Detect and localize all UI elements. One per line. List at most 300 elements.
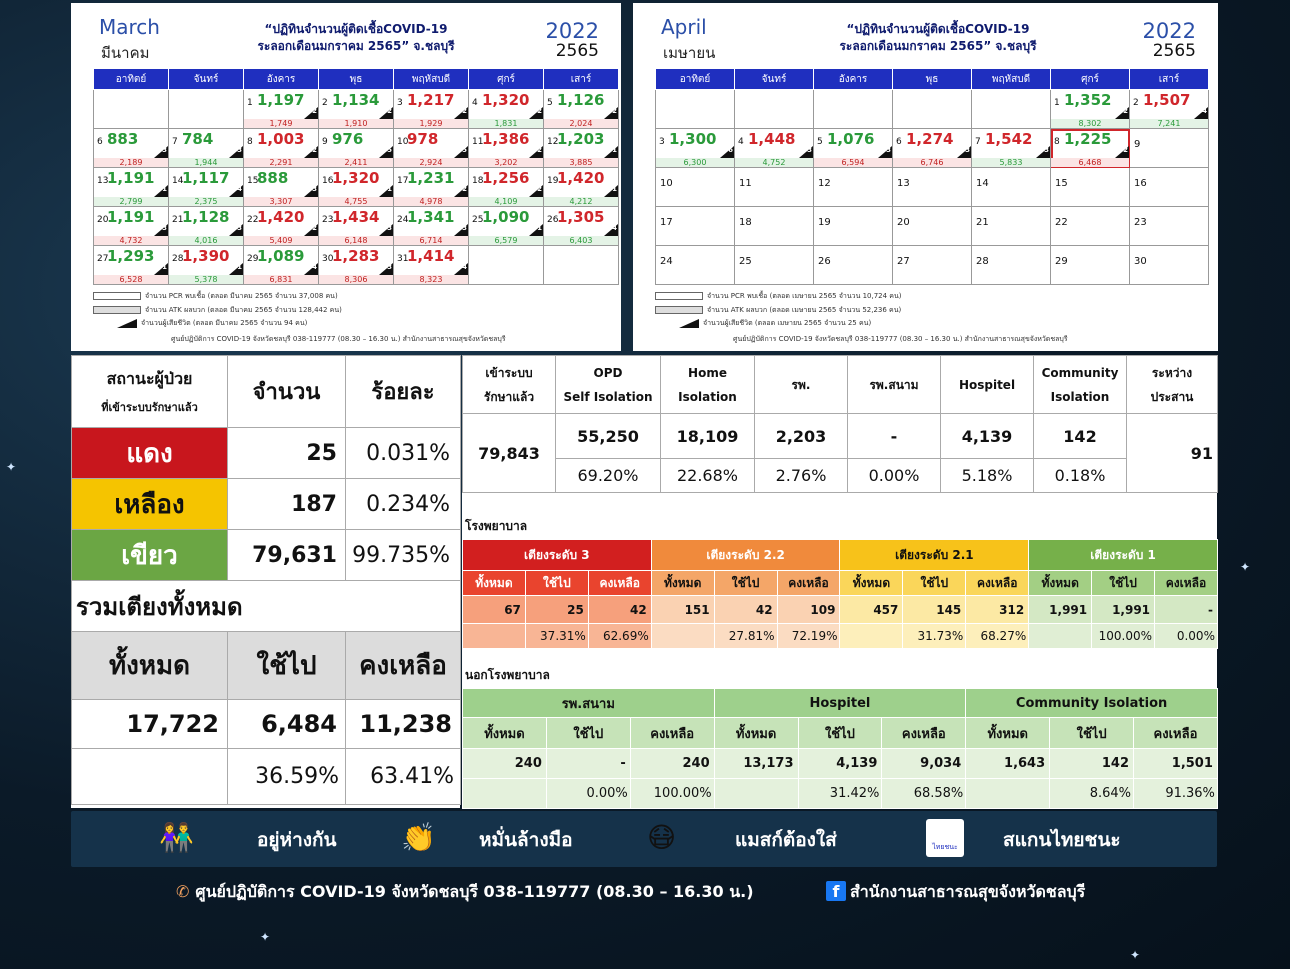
pcr-count: 1,305 — [557, 208, 605, 226]
day-number: 8 — [247, 137, 253, 147]
month-name: April — [661, 15, 707, 39]
death-count: 3 — [387, 224, 392, 232]
bed-used-percent: 100.00% — [1092, 624, 1155, 649]
day-number: 14 — [172, 176, 184, 186]
calendar-title — [201, 21, 511, 55]
pcr-count: 1,293 — [107, 247, 155, 265]
day-number: 16 — [1134, 178, 1147, 189]
header-text: OPD — [593, 365, 623, 380]
calendar-day — [656, 90, 735, 129]
death-marker — [957, 146, 971, 158]
bed-total-value: 67 — [463, 596, 526, 624]
month-name-thai: เมษายน — [663, 44, 716, 62]
bed-total-value: 151 — [651, 596, 714, 624]
day-number: 24 — [660, 256, 673, 267]
calendar-day — [893, 129, 972, 168]
day-number: 17 — [397, 176, 409, 186]
patient-status-panel — [71, 355, 460, 808]
legend-text: จำนวนผู้เสียชีวิต (ตลอด เมษายน 2565 จำนวน 25 คน) — [703, 319, 872, 327]
atk-count: 3,202 — [469, 158, 543, 167]
beds-left-percent: 63.41% — [346, 749, 461, 805]
empty-cell — [651, 624, 714, 649]
summary-header — [661, 356, 755, 414]
bed-sub-header: ทั้งหมด — [463, 571, 526, 596]
day-number: 19 — [818, 217, 831, 228]
death-count: 1 — [612, 185, 617, 193]
pending-value: 91 — [1127, 414, 1218, 493]
calendar-day — [394, 246, 469, 285]
death-count: 2 — [537, 185, 542, 193]
atk-count: 8,323 — [394, 275, 468, 284]
bed-left-value: 312 — [966, 596, 1029, 624]
pcr-count: 1,420 — [257, 208, 305, 226]
face-mask-icon: 😷 — [647, 821, 677, 854]
hand-wash-icon: 👏 — [401, 821, 436, 854]
death-count: 2 — [1123, 107, 1128, 115]
day-number: 26 — [818, 256, 831, 267]
facility-used-value: 142 — [1050, 749, 1134, 779]
facility-sub-header: คงเหลือ — [882, 718, 966, 749]
bed-left-percent: 0.00% — [1155, 624, 1218, 649]
weekday-header: อังคาร — [244, 69, 319, 90]
calendar-day — [319, 207, 394, 246]
calendar-day — [814, 90, 893, 129]
death-marker — [1036, 146, 1050, 158]
calendar-day — [319, 246, 394, 285]
pcr-count: 1,300 — [669, 130, 717, 148]
section-title: โรงพยาบาล — [465, 519, 528, 533]
atk-count: 6,528 — [94, 275, 168, 284]
pcr-count: 888 — [257, 169, 289, 187]
calendar-day — [319, 129, 394, 168]
calendar-day — [814, 129, 893, 168]
day-number: 19 — [547, 176, 559, 186]
bed-sub-header: ทั้งหมด — [651, 571, 714, 596]
death-count: 2 — [387, 107, 392, 115]
day-number: 29 — [247, 254, 259, 264]
atk-count: 4,212 — [544, 197, 618, 206]
death-marker — [720, 146, 734, 158]
atk-count: 8,306 — [319, 275, 393, 284]
atk-count: 5,833 — [972, 158, 1050, 167]
month-name: March — [99, 15, 160, 39]
death-count: 2 — [312, 107, 317, 115]
facebook-icon: f — [826, 881, 846, 901]
header-text: รพ.สนาม — [869, 377, 919, 392]
death-marker — [379, 185, 393, 197]
death-count: 1 — [387, 185, 392, 193]
header-text: ระหว่าง — [1151, 365, 1193, 380]
atk-count: 4,732 — [94, 236, 168, 245]
level-count: 187 — [228, 479, 346, 530]
calendar-day — [972, 90, 1051, 129]
calendar-week — [656, 207, 1209, 246]
death-count: 3 — [237, 224, 242, 232]
death-marker — [154, 224, 168, 236]
level-count: 25 — [228, 428, 346, 479]
day-number: 2 — [1133, 98, 1139, 108]
day-number: 26 — [547, 215, 559, 225]
bed-left-percent: 72.19% — [777, 624, 840, 649]
weekday-header: อังคาร — [814, 69, 893, 90]
atk-count: 2,024 — [544, 119, 618, 128]
day-number: 13 — [897, 178, 910, 189]
day-number: 12 — [818, 178, 831, 189]
death-marker — [1115, 146, 1129, 158]
legend-text: จำนวน PCR พบเชื้อ (ตลอด มีนาคม 2565 จำนวน 37,008 คน) — [145, 292, 338, 300]
bed-sub-header: ทั้งหมด — [840, 571, 903, 596]
calendar-day — [94, 246, 169, 285]
bed-sub-header: ทั้งหมด — [1029, 571, 1092, 596]
death-count: 3 — [162, 224, 167, 232]
atk-count: 2,924 — [394, 158, 468, 167]
atk-count: 6,468 — [1051, 158, 1129, 167]
death-marker — [529, 185, 543, 197]
death-count: 1 — [162, 263, 167, 271]
weekday-header: เสาร์ — [1130, 69, 1209, 90]
tip-thaichana: สแกนไทยชนะ — [1003, 829, 1121, 851]
tip-mask: แมสก์ต้องใส่ — [735, 829, 837, 851]
death-marker — [604, 107, 618, 119]
weekday-header: อาทิตย์ — [94, 69, 169, 90]
death-marker — [454, 146, 468, 158]
thaichana-logo: ไทยชนะ — [926, 819, 964, 857]
weekday-header: พุธ — [893, 69, 972, 90]
summary-percent: 22.68% — [661, 459, 755, 493]
calendar-day — [1051, 129, 1130, 168]
beds-used-value: 6,484 — [228, 700, 346, 749]
pcr-count: 978 — [407, 130, 439, 148]
calendar-day — [469, 90, 544, 129]
day-number: 4 — [472, 98, 478, 108]
day-number: 1 — [1054, 98, 1060, 108]
facility-sub-header: ใช้ไป — [798, 718, 882, 749]
weekday-header: พฤหัสบดี — [972, 69, 1051, 90]
day-number: 5 — [817, 137, 823, 147]
bed-used-value: 145 — [903, 596, 966, 624]
day-number: 30 — [322, 254, 334, 264]
calendar-day — [972, 207, 1051, 246]
death-marker — [604, 185, 618, 197]
summary-percent: 5.18% — [941, 459, 1034, 493]
bed-used-value: 25 — [525, 596, 588, 624]
atk-count: 2,799 — [94, 197, 168, 206]
death-count: 4 — [1202, 107, 1207, 115]
year-thai: 2565 — [555, 41, 599, 61]
calendar-day — [469, 246, 544, 285]
calendar-day — [94, 207, 169, 246]
death-marker — [379, 263, 393, 275]
legend-atk — [655, 305, 901, 316]
level-label: เขียว — [72, 530, 228, 581]
summary-header — [556, 356, 661, 414]
status-table — [71, 355, 461, 805]
weekday-header: เสาร์ — [544, 69, 619, 90]
pcr-count: 1,448 — [748, 130, 796, 148]
status-header — [72, 356, 228, 428]
pcr-count: 1,003 — [257, 130, 305, 148]
tip-distance: อยู่ห่างกัน — [257, 829, 337, 851]
title-line: ระลอกเดือนมกราคม 2565” จ.ชลบุรี — [839, 39, 1037, 53]
facility-sub-header: คงเหลือ — [1134, 718, 1218, 749]
header-text: Hospitel — [958, 377, 1016, 392]
beds-used-header: ใช้ไป — [228, 632, 346, 700]
facility-sub-header: ใช้ไป — [1050, 718, 1134, 749]
calendar-day — [544, 246, 619, 285]
atk-count: 2,189 — [94, 158, 168, 167]
weekday-header: อาทิตย์ — [656, 69, 735, 90]
atk-count: 6,831 — [244, 275, 318, 284]
calendar-day — [169, 168, 244, 207]
calendar-day — [1130, 129, 1209, 168]
summary-value: 55,250 — [556, 414, 661, 459]
day-number: 12 — [547, 137, 559, 147]
death-marker — [304, 185, 318, 197]
summary-header — [1034, 356, 1127, 414]
percent-header: ร้อยละ — [346, 356, 461, 428]
empty-cell — [714, 779, 798, 809]
summary-value: 142 — [1034, 414, 1127, 459]
legend-death — [93, 318, 307, 329]
death-count: 1 — [162, 185, 167, 193]
calendar-day — [893, 246, 972, 285]
day-number: 1 — [247, 98, 253, 108]
day-number: 6 — [896, 137, 902, 147]
hotline-footer — [176, 880, 754, 905]
calendar-day — [735, 90, 814, 129]
atk-count: 1,831 — [469, 119, 543, 128]
sparkle-icon: ✦ — [1130, 948, 1141, 962]
facility-sub-header: คงเหลือ — [630, 718, 714, 749]
tip-handwash: หมั่นล้างมือ — [479, 829, 573, 851]
level-percent: 0.031% — [346, 428, 461, 479]
calendar-day — [814, 168, 893, 207]
day-number: 2 — [322, 98, 328, 108]
calendar-day — [169, 246, 244, 285]
calendar-day — [1051, 207, 1130, 246]
atk-count: 4,755 — [319, 197, 393, 206]
bed-left-value: 109 — [777, 596, 840, 624]
calendar-day — [544, 90, 619, 129]
legend-text: จำนวน ATK ผลบวก (ตลอด มีนาคม 2565 จำนวน 128,442 คน) — [145, 306, 342, 314]
day-number: 25 — [739, 256, 752, 267]
year: 2022 — [1142, 19, 1196, 43]
death-count: 2 — [312, 224, 317, 232]
calendar-day — [1051, 246, 1130, 285]
atk-count: 4,109 — [469, 197, 543, 206]
pcr-count: 1,507 — [1143, 91, 1191, 109]
summary-percent: 0.18% — [1034, 459, 1127, 493]
calendar-day — [814, 207, 893, 246]
bed-level-header: เตียงระดับ 2.1 — [840, 540, 1029, 571]
calendar-week — [656, 129, 1209, 168]
empty-cell — [463, 624, 526, 649]
pcr-count: 1,386 — [482, 130, 530, 148]
facility-total-value: 1,643 — [966, 749, 1050, 779]
calendar-day — [319, 90, 394, 129]
death-count: 5 — [387, 146, 392, 154]
pcr-count: 1,126 — [557, 91, 605, 109]
atk-count: 2,411 — [319, 158, 393, 167]
death-marker — [529, 107, 543, 119]
death-marker — [304, 224, 318, 236]
calendar-day — [319, 168, 394, 207]
legend-pcr — [655, 291, 902, 302]
day-number: 18 — [739, 217, 752, 228]
atk-count: 2,291 — [244, 158, 318, 167]
empty-cell — [1029, 624, 1092, 649]
summary-percent: 2.76% — [755, 459, 848, 493]
weekday-header: พุธ — [319, 69, 394, 90]
summary-header — [848, 356, 941, 414]
pcr-count: 1,217 — [407, 91, 455, 109]
legend-pcr — [93, 291, 338, 302]
atk-count: 5,378 — [169, 275, 243, 284]
death-count: 4 — [312, 263, 317, 271]
pcr-count: 976 — [332, 130, 364, 148]
atk-count: 3,885 — [544, 158, 618, 167]
summary-percent: 0.00% — [848, 459, 941, 493]
calendar-day — [244, 129, 319, 168]
header-text: สถานะผู้ป่วย — [106, 369, 193, 388]
day-number: 16 — [322, 176, 334, 186]
death-marker — [604, 146, 618, 158]
death-marker — [604, 224, 618, 236]
weekday-header: พฤหัสบดี — [394, 69, 469, 90]
sparkle-icon: ✦ — [260, 930, 271, 944]
atk-count: 3,307 — [244, 197, 318, 206]
beds-left-header: คงเหลือ — [346, 632, 461, 700]
empty-cell — [966, 779, 1050, 809]
calendar-day — [394, 168, 469, 207]
legend-text: จำนวน PCR พบเชื้อ (ตลอด เมษายน 2565 จำนวน 10,724 คน) — [707, 292, 902, 300]
death-marker — [529, 224, 543, 236]
death-marker — [154, 263, 168, 275]
death-count: 3 — [462, 224, 467, 232]
bed-used-percent: 37.31% — [525, 624, 588, 649]
calendar-week — [94, 90, 619, 129]
legend-death — [655, 318, 871, 329]
phone-icon: ✆ — [176, 882, 190, 901]
day-number: 23 — [322, 215, 334, 225]
bed-left-value: 42 — [588, 596, 651, 624]
death-marker — [379, 224, 393, 236]
summary-table — [462, 355, 1218, 493]
outside-hospital-panel — [462, 662, 1217, 808]
death-marker — [304, 263, 318, 275]
death-count: 3 — [237, 146, 242, 154]
day-number: 18 — [472, 176, 484, 186]
facility-total-value: 13,173 — [714, 749, 798, 779]
day-number: 21 — [976, 217, 989, 228]
death-marker — [304, 146, 318, 158]
day-number: 27 — [897, 256, 910, 267]
day-number: 29 — [1055, 256, 1068, 267]
death-count: 1 — [612, 146, 617, 154]
hotline-text: ศูนย์ปฏิบัติการ COVID-19 จังหวัดชลบุรี 038-119777 (08.30 – 16.30 น.) — [195, 882, 754, 901]
calendar-day — [1051, 90, 1130, 129]
calendar-title — [783, 21, 1093, 55]
calendar-day — [893, 168, 972, 207]
header-text: เข้าระบบ — [485, 365, 533, 380]
calendar-march — [71, 3, 621, 351]
summary-value: 4,139 — [941, 414, 1034, 459]
death-marker — [379, 146, 393, 158]
day-number: 20 — [97, 215, 109, 225]
bed-sub-header: ใช้ไป — [525, 571, 588, 596]
title-line: “ปฏิทินจำนวนผู้ติดเชื้อCOVID-19 — [846, 22, 1030, 36]
pcr-count: 1,089 — [257, 247, 305, 265]
death-count: 2 — [1123, 146, 1128, 154]
facility-used-value: - — [546, 749, 630, 779]
facility-sub-header: ทั้งหมด — [714, 718, 798, 749]
atk-count: 6,403 — [544, 236, 618, 245]
facility-total-value: 240 — [463, 749, 547, 779]
calendar-day — [735, 246, 814, 285]
day-number: 5 — [547, 98, 553, 108]
day-number: 25 — [472, 215, 484, 225]
day-number: 27 — [97, 254, 109, 264]
death-marker — [229, 185, 243, 197]
status-row-red — [72, 428, 461, 479]
death-count: 2 — [537, 107, 542, 115]
pcr-count: 1,414 — [407, 247, 455, 265]
calendar-day — [469, 168, 544, 207]
death-count: 4 — [462, 263, 467, 271]
calendar-day — [735, 168, 814, 207]
day-number: 28 — [172, 254, 184, 264]
death-count: 2 — [537, 146, 542, 154]
pcr-count: 1,390 — [182, 247, 230, 265]
calendar-day — [656, 246, 735, 285]
day-number: 3 — [659, 137, 665, 147]
death-marker — [1194, 107, 1208, 119]
year: 2022 — [545, 19, 599, 43]
day-number: 28 — [976, 256, 989, 267]
death-marker — [454, 107, 468, 119]
facility-sub-header: ใช้ไป — [546, 718, 630, 749]
atk-count: 5,409 — [244, 236, 318, 245]
bed-left-value: - — [1155, 596, 1218, 624]
calendar-day — [814, 246, 893, 285]
summary-header — [463, 356, 556, 414]
facility-used-percent: 8.64% — [1050, 779, 1134, 809]
beds-used-percent: 36.59% — [228, 749, 346, 805]
calendar-day — [94, 168, 169, 207]
atk-count: 2,375 — [169, 197, 243, 206]
agency-footer[interactable] — [826, 880, 1085, 905]
empty-cell — [72, 749, 228, 805]
total-beds-title: รวมเตียงทั้งหมด — [72, 581, 461, 632]
day-number: 10 — [397, 137, 409, 147]
empty-cell — [840, 624, 903, 649]
day-number: 30 — [1134, 256, 1147, 267]
facility-header: รพ.สนาม — [463, 689, 715, 718]
calendar-day — [169, 207, 244, 246]
pcr-count: 1,117 — [182, 169, 230, 187]
month-name-thai: มีนาคม — [101, 44, 150, 62]
header-text: Community — [1041, 365, 1119, 380]
bed-sub-header: คงเหลือ — [588, 571, 651, 596]
calendar-week — [656, 90, 1209, 129]
calendar-day — [656, 129, 735, 168]
calendar-day — [394, 207, 469, 246]
atk-count: 1,929 — [394, 119, 468, 128]
beds-total-value: 17,722 — [72, 700, 228, 749]
death-marker — [229, 224, 243, 236]
header-text: Home — [688, 365, 727, 380]
death-count: 4 — [237, 185, 242, 193]
